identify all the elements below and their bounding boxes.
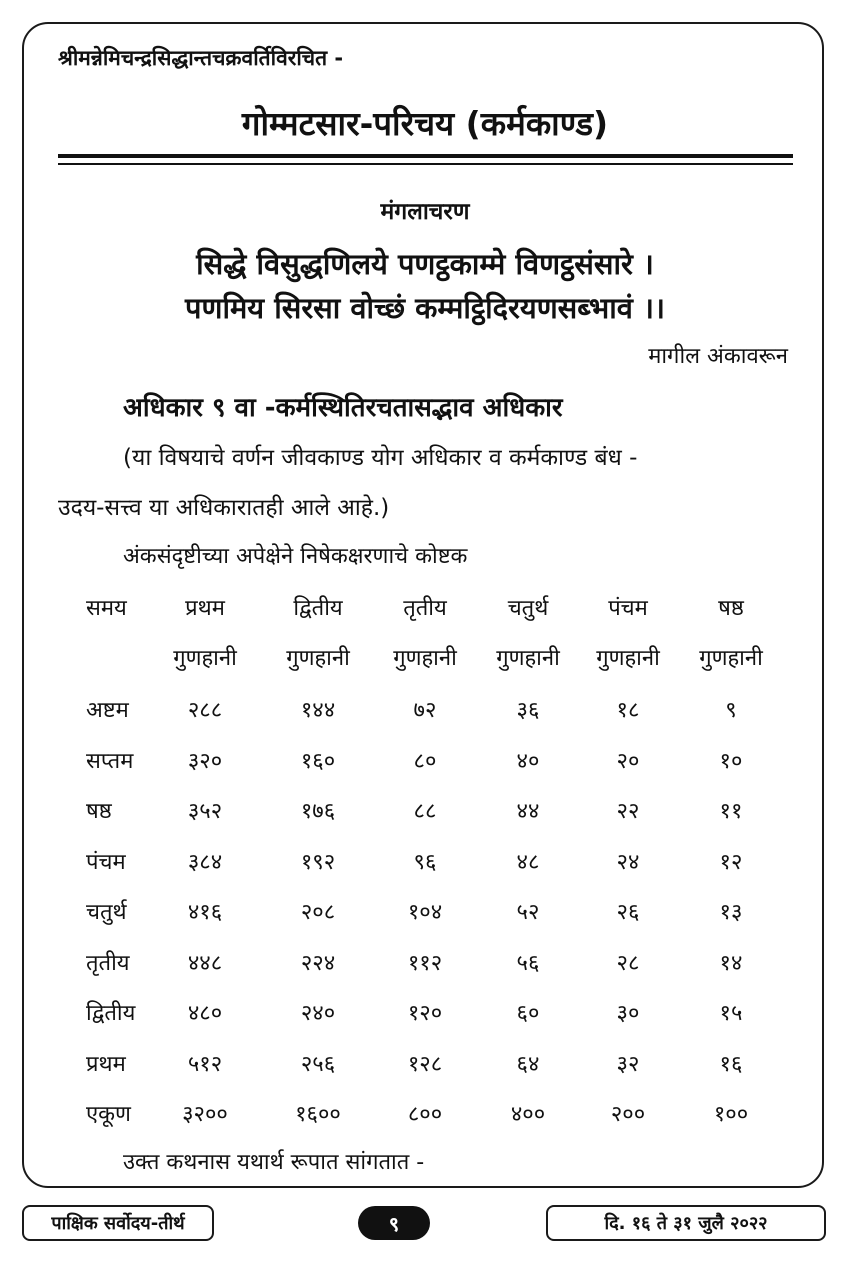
table-cell: ९ bbox=[725, 698, 737, 723]
table-cell: २२४ bbox=[300, 951, 336, 976]
table-cell: ८० bbox=[413, 749, 437, 774]
table-cell: ६४ bbox=[516, 1052, 540, 1077]
previous-issue-note: मागील अंकावरून bbox=[648, 344, 788, 369]
table-row-label: पंचम bbox=[86, 850, 126, 875]
table-row-label: तृतीय bbox=[86, 951, 130, 976]
publication-name: पाक्षिक सर्वोदय-तीर्थ bbox=[22, 1205, 214, 1241]
table-header-cell: गुणहानी bbox=[173, 646, 237, 671]
table-cell: १०४ bbox=[407, 900, 443, 925]
table-header-cell: गुणहानी bbox=[699, 646, 763, 671]
table-cell: २६ bbox=[616, 900, 640, 925]
title-rule-thin bbox=[58, 163, 793, 165]
intro-line-2: उदय-सत्त्व या अधिकारातही आले आहे.) bbox=[58, 495, 390, 521]
table-cell: ३८४ bbox=[187, 850, 223, 875]
table-cell: ४१६ bbox=[187, 900, 223, 925]
table-row-label: प्रथम bbox=[86, 1052, 126, 1077]
table-header-cell: गुणहानी bbox=[286, 646, 350, 671]
table-header-cell: गुणहानी bbox=[596, 646, 660, 671]
table-cell: १०० bbox=[713, 1102, 749, 1127]
table-cell: १६ bbox=[719, 1052, 743, 1077]
table-cell: १४ bbox=[719, 951, 743, 976]
table-cell: २० bbox=[616, 749, 640, 774]
title-rule-thick bbox=[58, 154, 793, 158]
verse-line-1: सिद्धे विसुद्धणिलये पणट्ठकाम्मे विणट्ठसंसारे । bbox=[196, 247, 654, 281]
table-cell: ८०० bbox=[407, 1102, 443, 1127]
page-title: गोम्मटसार-परिचय (कर्मकाण्ड) bbox=[241, 104, 609, 143]
table-cell: ३० bbox=[616, 1001, 640, 1026]
table-cell: ३२० bbox=[187, 749, 223, 774]
table-cell: २८ bbox=[616, 951, 640, 976]
table-cell: ४४ bbox=[516, 799, 540, 824]
table-cell: ४०० bbox=[510, 1102, 546, 1127]
table-cell: २०० bbox=[610, 1102, 646, 1127]
table-header-cell: तृतीय bbox=[403, 596, 447, 621]
table-cell: ४८ bbox=[516, 850, 540, 875]
table-row-label: सप्तम bbox=[86, 749, 134, 774]
table-cell: ११२ bbox=[407, 951, 443, 976]
table-cell: २५६ bbox=[300, 1052, 336, 1077]
table-cell: २८८ bbox=[187, 698, 223, 723]
table-header-cell: द्वितीय bbox=[293, 596, 343, 621]
table-cell: १६०० bbox=[295, 1102, 341, 1127]
table-cell: २४ bbox=[616, 850, 640, 875]
table-cell: ७२ bbox=[413, 698, 437, 723]
table-cell: २२ bbox=[616, 799, 640, 824]
table-cell: ५२ bbox=[516, 900, 540, 925]
table-cell: ५१२ bbox=[187, 1052, 223, 1077]
table-cell: ४८० bbox=[187, 1001, 223, 1026]
table-cell: १६० bbox=[300, 749, 336, 774]
intro-line-1: (या विषयाचे वर्णन जीवकाण्ड योग अधिकार व कर्मकाण्ड बंध - bbox=[123, 445, 638, 471]
issue-date: दि. १६ ते ३१ जुलै २०२२ bbox=[546, 1205, 826, 1241]
table-cell: १३ bbox=[719, 900, 743, 925]
table-header-cell: षष्ठ bbox=[718, 596, 744, 621]
table-cell: १५ bbox=[719, 1001, 743, 1026]
table-cell: ८८ bbox=[413, 799, 437, 824]
table-row-label: चतुर्थ bbox=[86, 900, 127, 925]
page-number: ९ bbox=[358, 1206, 430, 1240]
table-header-cell: पंचम bbox=[608, 596, 648, 621]
table-cell: १९२ bbox=[300, 850, 336, 875]
verse-line-2: पणमिय सिरसा वोच्छं कम्मट्ठिदिरयणसब्भावं ।। bbox=[185, 291, 665, 325]
table-row-label: द्वितीय bbox=[86, 1001, 136, 1026]
table-row-label: षष्ठ bbox=[86, 799, 112, 824]
author-line: श्रीमन्नेमिचन्द्रसिद्धान्तचक्रवर्तिविरचित - bbox=[58, 46, 344, 70]
table-cell: ४४८ bbox=[187, 951, 223, 976]
table-cell: १७६ bbox=[300, 799, 336, 824]
table-cell: १८ bbox=[616, 698, 640, 723]
table-header-cell: समय bbox=[86, 596, 127, 621]
mangalacharan-heading: मंगलाचरण bbox=[380, 199, 470, 225]
table-cell: १२० bbox=[407, 1001, 443, 1026]
table-cell: २४० bbox=[300, 1001, 336, 1026]
table-cell: ९६ bbox=[413, 850, 437, 875]
closing-line: उक्त कथनास यथार्थ रूपात सांगतात - bbox=[123, 1150, 425, 1175]
table-cell: ११ bbox=[719, 799, 743, 824]
table-cell: १२८ bbox=[407, 1052, 443, 1077]
table-row-label: अष्टम bbox=[86, 698, 129, 723]
table-header-cell: चतुर्थ bbox=[507, 596, 549, 621]
table-header-cell: गुणहानी bbox=[393, 646, 457, 671]
table-cell: १४४ bbox=[300, 698, 336, 723]
table-cell: ५६ bbox=[516, 951, 540, 976]
table-cell: ३६ bbox=[516, 698, 540, 723]
table-header-cell: गुणहानी bbox=[496, 646, 560, 671]
table-cell: १० bbox=[719, 749, 743, 774]
table-cell: १२ bbox=[719, 850, 743, 875]
table-cell: ६० bbox=[516, 1001, 540, 1026]
table-header-cell: प्रथम bbox=[185, 596, 225, 621]
table-cell: ३२ bbox=[616, 1052, 640, 1077]
table-row-label: एकूण bbox=[86, 1102, 131, 1127]
chapter-heading: अधिकार ९ वा -कर्मस्थितिरचतासद्भाव अधिकार bbox=[123, 393, 563, 423]
table-caption: अंकसंदृष्टीच्या अपेक्षेने निषेकक्षरणाचे कोष्टक bbox=[123, 544, 468, 569]
table-cell: ४० bbox=[516, 749, 540, 774]
table-cell: ३५२ bbox=[187, 799, 223, 824]
table-cell: ३२०० bbox=[182, 1102, 228, 1127]
table-cell: २०८ bbox=[300, 900, 336, 925]
